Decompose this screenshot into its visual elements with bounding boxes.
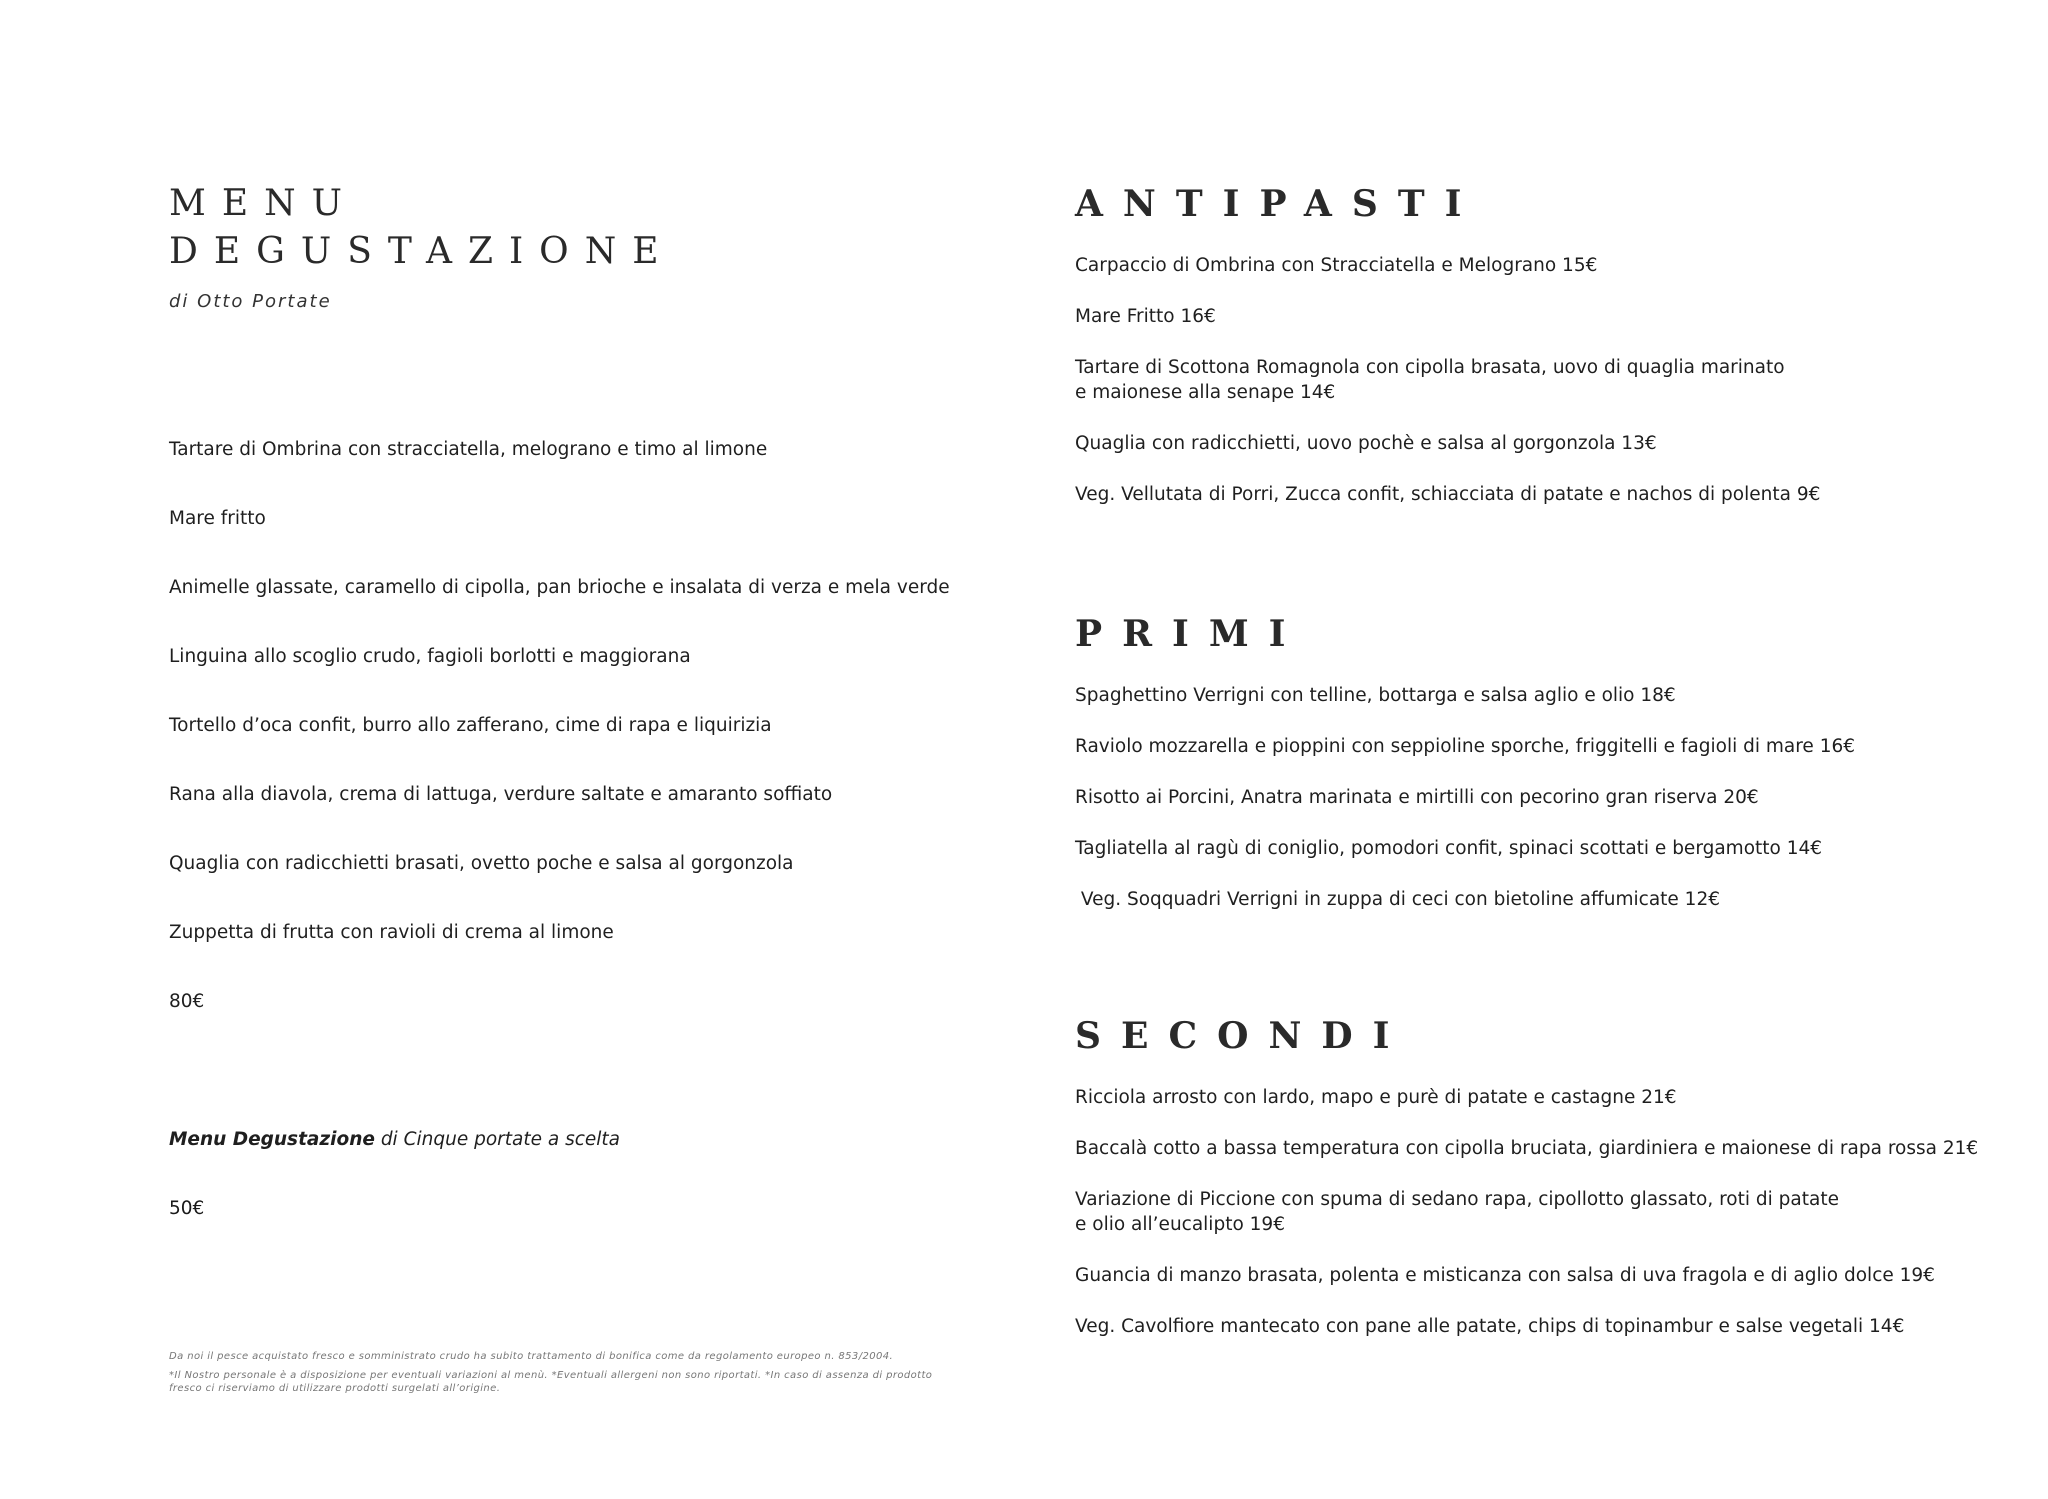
tasting-subtitle: di Otto Portate (169, 291, 332, 312)
tasting-course: Zuppetta di frutta con ravioli di crema al limone (169, 922, 614, 943)
dish-item (1075, 785, 2015, 810)
tasting-title-line2: DEGUSTAZIONE (169, 231, 675, 272)
dish-text-cont: e olio all’eucalipto 19€ (1075, 1214, 1285, 1235)
dish-item (1075, 836, 2015, 861)
dish-text: Ricciola arrosto con lardo, mapo e purè di patate e castagne 21€ (1075, 1087, 1677, 1108)
alt-menu-price: 50€ (169, 1198, 205, 1219)
dish-text: Veg. Soqquadri Verrigni in zuppa di ceci con bietoline affumicate 12€ (1075, 889, 1720, 910)
dish-text: Raviolo mozzarella e pioppini con seppioline sporche, friggitelli e fagioli di mare 16€ (1075, 736, 1855, 757)
dish-text: Tartare di Scottona Romagnola con cipolla brasata, uovo di quaglia marinato (1075, 357, 1785, 378)
dish-item (1075, 887, 2015, 912)
dish-item (1075, 683, 2015, 708)
secondi-list (1075, 1085, 2015, 1339)
dish-text: Variazione di Piccione con spuma di sedano rapa, cipollotto glassato, roti di patate (1075, 1189, 1839, 1210)
tasting-course: Tartare di Ombrina con stracciatella, melograno e timo al limone (169, 439, 768, 460)
tasting-course: Mare fritto (169, 508, 266, 529)
dish-item (1075, 253, 2015, 278)
dish-item (1075, 1187, 2015, 1237)
dish-item (1075, 1085, 2015, 1110)
tasting-price: 80€ (169, 991, 205, 1012)
dish-item (1075, 431, 2015, 456)
section-primi (1075, 610, 2015, 938)
antipasti-list (1075, 253, 2015, 507)
dish-text: Risotto ai Porcini, Anatra marinata e mirtilli con pecorino gran riserva 20€ (1075, 787, 1759, 808)
dish-text: Guancia di manzo brasata, polenta e misticanza con salsa di uva fragola e di aglio dolce 19€ (1075, 1265, 1935, 1286)
alt-menu-title (169, 1127, 969, 1153)
dish-item (1075, 1136, 2015, 1161)
dish-item (1075, 1314, 2015, 1339)
tasting-course: Animelle glassate, caramello di cipolla, pan brioche e insalata di verza e mela verde (169, 577, 950, 598)
dish-text: Quaglia con radicchietti, uovo pochè e salsa al gorgonzola 13€ (1075, 433, 1657, 454)
tasting-course: Rana alla diavola, crema di lattuga, verdure saltate e amaranto soffiato (169, 784, 833, 805)
dish-item (1075, 1263, 2015, 1288)
dish-text: Mare Fritto 16€ (1075, 306, 1216, 327)
section-antipasti (1075, 180, 2015, 533)
dish-item (1075, 355, 2015, 405)
tasting-course: Linguina allo scoglio crudo, fagioli borlotti e maggiorana (169, 646, 691, 667)
section-secondi (1075, 1012, 2015, 1365)
alt-menu-title-rest: di Cinque portate a scelta (374, 1129, 621, 1150)
dish-text: Carpaccio di Ombrina con Stracciatella e Melograno 15€ (1075, 255, 1598, 276)
tasting-course: Tortello d’oca confit, burro allo zafferano, cime di rapa e liquirizia (169, 715, 772, 736)
section-title-secondi: SECONDI (1075, 1015, 1410, 1057)
dish-item (1075, 734, 2015, 759)
dish-item (1075, 482, 2015, 507)
tasting-title-line1: MENU (169, 183, 358, 224)
footnote-fish: Da noi il pesce acquistato fresco e somministrato crudo ha subito trattamento di bonifica come da regolamento europeo n. 853/2004. (169, 1351, 894, 1362)
footnote-staff: *Il Nostro personale è a disposizione per eventuali variazioni al menù. *Eventuali allergeni non sono riportati. *In caso di assenza di prodotto fresco ci riserviamo di utilizzare prodotti surgelati all’origine. (169, 1370, 933, 1394)
dish-text: Tagliatella al ragù di coniglio, pomodori confit, spinaci scottati e bergamotto 14€ (1075, 838, 1823, 859)
primi-list (1075, 683, 2015, 912)
dish-text: Spaghettino Verrigni con telline, bottarga e salsa aglio e olio 18€ (1075, 685, 1676, 706)
dish-text: Veg. Vellutata di Porri, Zucca confit, schiacciata di patate e nachos di polenta 9€ (1075, 484, 1821, 505)
alt-tasting-menu (169, 1127, 969, 1222)
alt-menu-title-bold: Menu Degustazione (169, 1129, 375, 1150)
tasting-menu-column (169, 180, 969, 1394)
tasting-course: Quaglia con radicchietti brasati, ovetto poche e salsa al gorgonzola (169, 853, 794, 874)
dish-item (1075, 304, 2015, 329)
tasting-course-list (169, 437, 969, 1015)
dish-text: Veg. Cavolfiore mantecato con pane alle patate, chips di topinambur e salse vegetali 14€ (1075, 1316, 1905, 1337)
section-title-antipasti: ANTIPASTI (1075, 183, 1482, 225)
footnotes (169, 1350, 959, 1401)
dish-text: Baccalà cotto a bassa temperatura con cipolla bruciata, giardiniera e maionese di rapa rossa 21€ (1075, 1138, 1979, 1159)
section-title-primi: PRIMI (1075, 613, 1306, 655)
dish-text-cont: e maionese alla senape 14€ (1075, 382, 1336, 403)
